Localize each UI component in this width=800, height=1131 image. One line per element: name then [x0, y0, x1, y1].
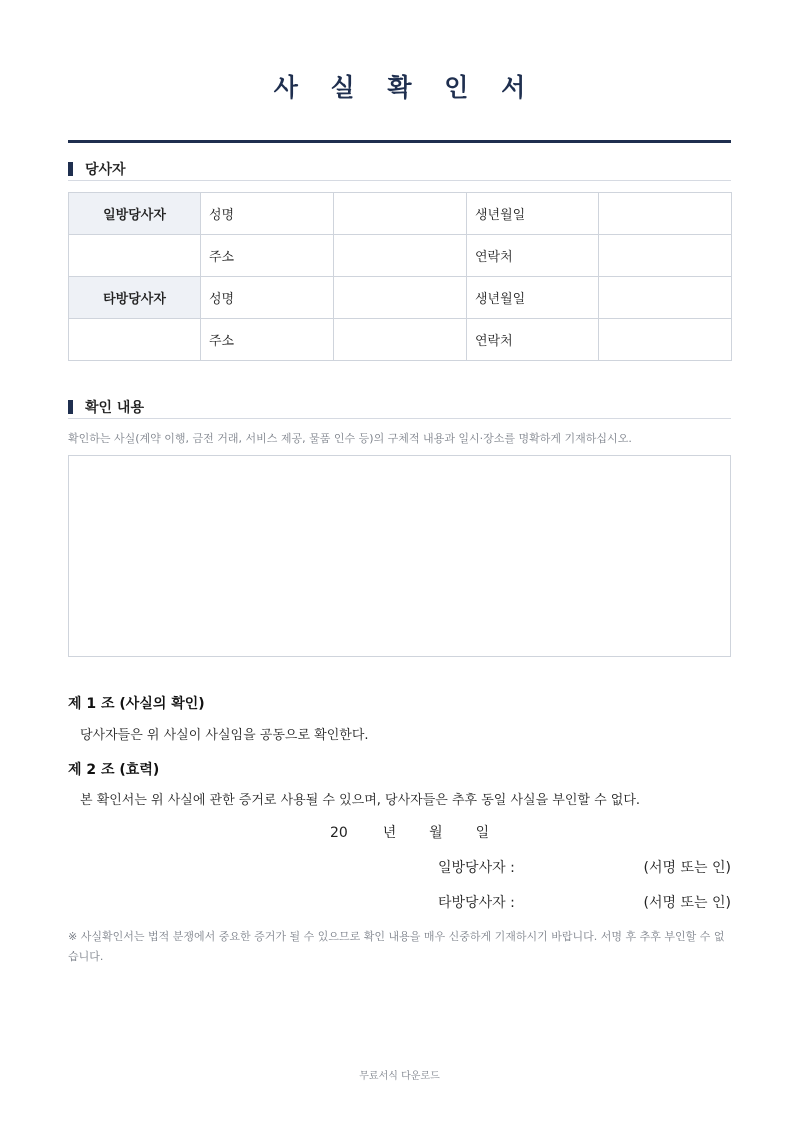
field-label: 주소	[201, 235, 334, 277]
party-role-cell: 일방당사자	[69, 193, 201, 235]
address-input-cell[interactable]	[334, 235, 467, 277]
contact-input-cell[interactable]	[599, 235, 732, 277]
name-input-cell[interactable]	[334, 193, 467, 235]
signature-party-label: 일방당사자 :	[438, 860, 515, 876]
date-day-label: 일	[475, 825, 490, 841]
address-input-cell[interactable]	[334, 319, 467, 361]
footer-text: 무료서식 다운로드	[359, 1071, 440, 1082]
table-row	[69, 235, 732, 277]
article-1-title: 제 1 조 (사실의 확인)	[68, 696, 205, 712]
parties-section-header	[68, 158, 731, 181]
date-prefix: 20	[330, 825, 348, 841]
date-month-label: 월	[429, 825, 443, 841]
field-label: 성명	[201, 193, 334, 235]
section-marker	[68, 400, 73, 414]
field-label: 생년월일	[467, 193, 599, 235]
date-line	[330, 822, 489, 842]
notice-text: ※ 사실확인서는 법적 분쟁에서 중요한 증거가 될 수 있으므로 확인 내용을 매우 신중하게 기재하시기 바랍니다. 서명 후 추후 부인할 수 없습니다.	[68, 930, 725, 963]
section-marker	[68, 162, 73, 176]
content-textarea[interactable]	[68, 455, 731, 657]
document-title: 사 실 확 인 서	[273, 73, 538, 102]
parties-table	[68, 192, 732, 361]
party-role-cell	[69, 319, 201, 361]
signature-line-party-a	[438, 857, 731, 877]
table-row	[69, 319, 732, 361]
table-row	[69, 193, 732, 235]
table-row	[69, 277, 732, 319]
content-hint: 확인하는 사실(계약 이행, 금전 거래, 서비스 제공, 물품 인수 등)의 구체적 내용과 일시·장소를 명확하게 기재하십시오.	[68, 432, 632, 445]
article-1-body: 당사자들은 위 사실이 사실임을 공동으로 확인한다.	[80, 728, 369, 743]
field-label: 성명	[201, 277, 334, 319]
birthdate-input-cell[interactable]	[599, 193, 732, 235]
signature-seal-label: (서명 또는 인)	[643, 860, 731, 876]
signature-line-party-b	[438, 892, 731, 912]
title-divider	[68, 140, 731, 143]
date-year-label: 년	[382, 825, 397, 841]
signature-party-label: 타방당사자 :	[438, 895, 515, 911]
article-2-title: 제 2 조 (효력)	[68, 762, 160, 778]
birthdate-input-cell[interactable]	[599, 277, 732, 319]
contact-input-cell[interactable]	[599, 319, 732, 361]
name-input-cell[interactable]	[334, 277, 467, 319]
article-2-body: 본 확인서는 위 사실에 관한 증거로 사용될 수 있으며, 당사자들은 추후 동일 사실을 부인할 수 없다.	[80, 793, 641, 808]
field-label: 생년월일	[467, 277, 599, 319]
field-label: 주소	[201, 319, 334, 361]
party-role-cell	[69, 235, 201, 277]
field-label: 연락처	[467, 319, 599, 361]
signature-seal-label: (서명 또는 인)	[643, 895, 731, 911]
content-heading: 확인 내용	[85, 400, 144, 416]
party-role-cell: 타방당사자	[69, 277, 201, 319]
field-label: 연락처	[467, 235, 599, 277]
parties-heading: 당사자	[85, 162, 126, 178]
content-section-header	[68, 396, 731, 419]
